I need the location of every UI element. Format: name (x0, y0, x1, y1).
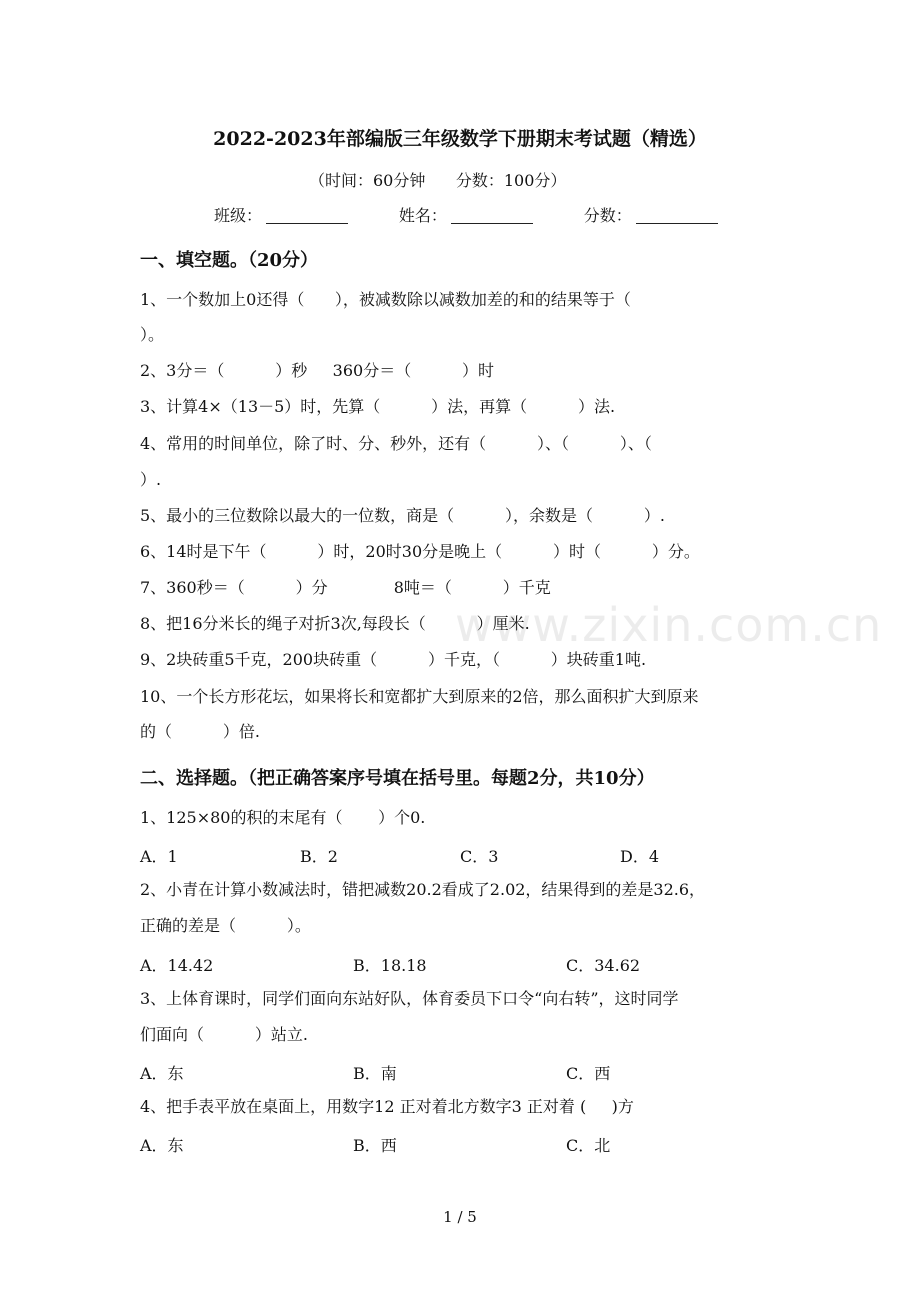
question-line: 8、把16分米长的绳子对折3次,每段长（ ）厘米. (140, 614, 530, 633)
option-a: A．东 (140, 1136, 184, 1155)
option-a: A．14.42 (140, 956, 214, 975)
option-c: C．西 (566, 1064, 611, 1083)
class-blank[interactable] (266, 207, 348, 224)
exam-title: 2022-2023年部编版三年级数学下册期末考试题（精选） (213, 128, 707, 150)
option-b: B．18.18 (353, 956, 427, 975)
question-line: 2、3分＝（ ）秒 360分＝（ ）时 (140, 361, 495, 380)
question-line: 10、一个长方形花坛，如果将长和宽都扩大到原来的2倍，那么面积扩大到原来 (140, 687, 699, 706)
question-line: 5、最小的三位数除以最大的一位数，商是（ ），余数是（ ）. (140, 506, 665, 525)
option-c: C．34.62 (566, 956, 641, 975)
name-blank[interactable] (451, 207, 533, 224)
name-label: 姓名： (398, 206, 447, 225)
option-b: B．南 (353, 1064, 397, 1083)
question-line: 4、常用的时间单位，除了时、分、秒外，还有（ ）、（ ）、（ (140, 434, 652, 453)
choice-question-2-cont: 正确的差是（ ）。 (140, 916, 311, 935)
watermark: www.zixin.com.cn (455, 598, 883, 652)
choice-question-2: 2、小青在计算小数减法时，错把减数20.2看成了2.02，结果得到的差是32.6， (140, 880, 706, 899)
section-heading-fill-blank: 一、填空题。（20分） (140, 250, 319, 271)
exam-subtitle: （时间：60分钟 分数：100分） (309, 171, 567, 190)
choice-question-3-cont: 们面向（ ）站立. (140, 1025, 308, 1044)
option-b: B．2 (300, 847, 338, 866)
option-c: C．北 (566, 1136, 611, 1155)
question-line: 6、14时是下午（ ）时，20时30分是晚上（ ）时（ ）分。 (140, 542, 700, 561)
question-line: 的（ ）倍. (140, 722, 260, 741)
option-a: A．东 (140, 1064, 184, 1083)
question-line: ）。 (140, 325, 165, 344)
question-line: 1、一个数加上0还得（ ），被减数除以减数加差的和的结果等于（ (140, 290, 631, 309)
question-line: ）. (140, 470, 162, 489)
question-line: 7、360秒＝（ ）分 8吨＝（ ）千克 (140, 578, 551, 597)
score-label: 分数： (583, 206, 632, 225)
section-heading-multiple-choice: 二、选择题。（把正确答案序号填在括号里。每题2分，共10分） (140, 768, 655, 789)
option-d: D．4 (620, 847, 660, 866)
choice-question-4: 4、把手表平放在桌面上，用数字12 正对着北方数字3 正对着 ( )方 (140, 1097, 634, 1116)
option-a: A．1 (140, 847, 178, 866)
question-line: 9、2块砖重5千克，200块砖重（ ）千克，（ ）块砖重1吨. (140, 650, 647, 669)
class-label: 班级： (214, 206, 263, 225)
option-b: B．西 (353, 1136, 397, 1155)
choice-question-1: 1、125×80的积的末尾有（ ）个0. (140, 808, 426, 827)
option-c: C．3 (460, 847, 499, 866)
score-blank[interactable] (636, 207, 718, 224)
student-info-fields (214, 203, 718, 226)
question-line: 3、计算4×（13－5）时，先算（ ）法，再算（ ）法. (140, 397, 616, 416)
choice-question-3: 3、上体育课时，同学们面向东站好队，体育委员下口令“向右转”，这时同学 (140, 989, 679, 1008)
page-number: 1 / 5 (443, 1208, 477, 1226)
